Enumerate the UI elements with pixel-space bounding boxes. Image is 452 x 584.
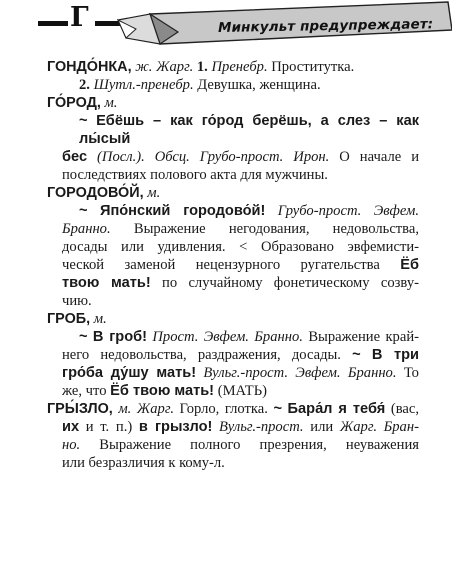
headword: ГРОБ, <box>47 311 91 327</box>
entry-gryzlo: ГРЫ́ЗЛО, м. Жарг. Горло, глотка. ~ Бара́л я тебя́ (вас, <box>47 401 420 417</box>
entry-gorod: ГО́РОД, м. <box>47 95 118 111</box>
headword: ГОРОДОВО́Й, <box>47 185 144 201</box>
entry-gondonka-sense2: 2. Шутл.-пренебр. Девушка, женщина. <box>79 77 321 93</box>
entry-gorod-example: ~ Ебёшь – как го́род берёшь, а слез – как лы́сый <box>79 113 419 147</box>
entry-grob: ГРОБ, м. <box>47 311 107 327</box>
entry-gorodovoy: ГОРОДОВО́Й, м. <box>47 185 161 201</box>
headword: ГРЫ́ЗЛО, <box>47 401 113 417</box>
section-letter: Г <box>70 2 89 33</box>
headword: ГО́РОД, <box>47 95 101 111</box>
entry-gondonka: ГОНДО́НКА, ж. Жарг. 1. Пренебр. Проститутка. <box>47 59 355 75</box>
page-header <box>0 0 452 60</box>
dictionary-entries: ГОНДО́НКА, ж. Жарг. 1. Пренебр. Проститутка. 2. Шутл.-пренебр. Девушка, женщина. ГО́РОД, м. ~ Ебёшь – как го́род берёшь, а слез – как лы́сый бес (Посл.). Обсц. Грубо-прост. Ирон. О начале и последствиях полового акта для мужчины. ГОРОДОВО́Й, м. ~ Япо́нский городово́й! Грубо-прост. Эвфем. Бранно. Выражение негодования, недовольства, досады или удивления. < Образовано эвфемисти- ческой заменой нецензурного ругательства Ёб твою мать! по случайному фонетическому созву- чию. ГРОБ, м. ~ В гроб! Прост. Эвфем. Бранно. Выражение край- него недовольства, раздражения, досады. ~ В три гро́ба ду́шу мать! Вульг.-прост. Эвфем. Бранно. То же, что Ёб твою мать! (МАТЬ) ГРЫ́ЗЛО, м. Жарг. Горло, глотка. ~ Бара́л я тебя́ (вас, их и т. п.) в грызло! Вульг.-прост. или Жарг. Бран- но. Выражение полного презрения, неуважения или безразличия к кому-л. <box>47 59 420 471</box>
headword: ГОНДО́НКА, <box>47 59 132 75</box>
banner-text: Минкульт предупреждает: <box>217 16 434 36</box>
